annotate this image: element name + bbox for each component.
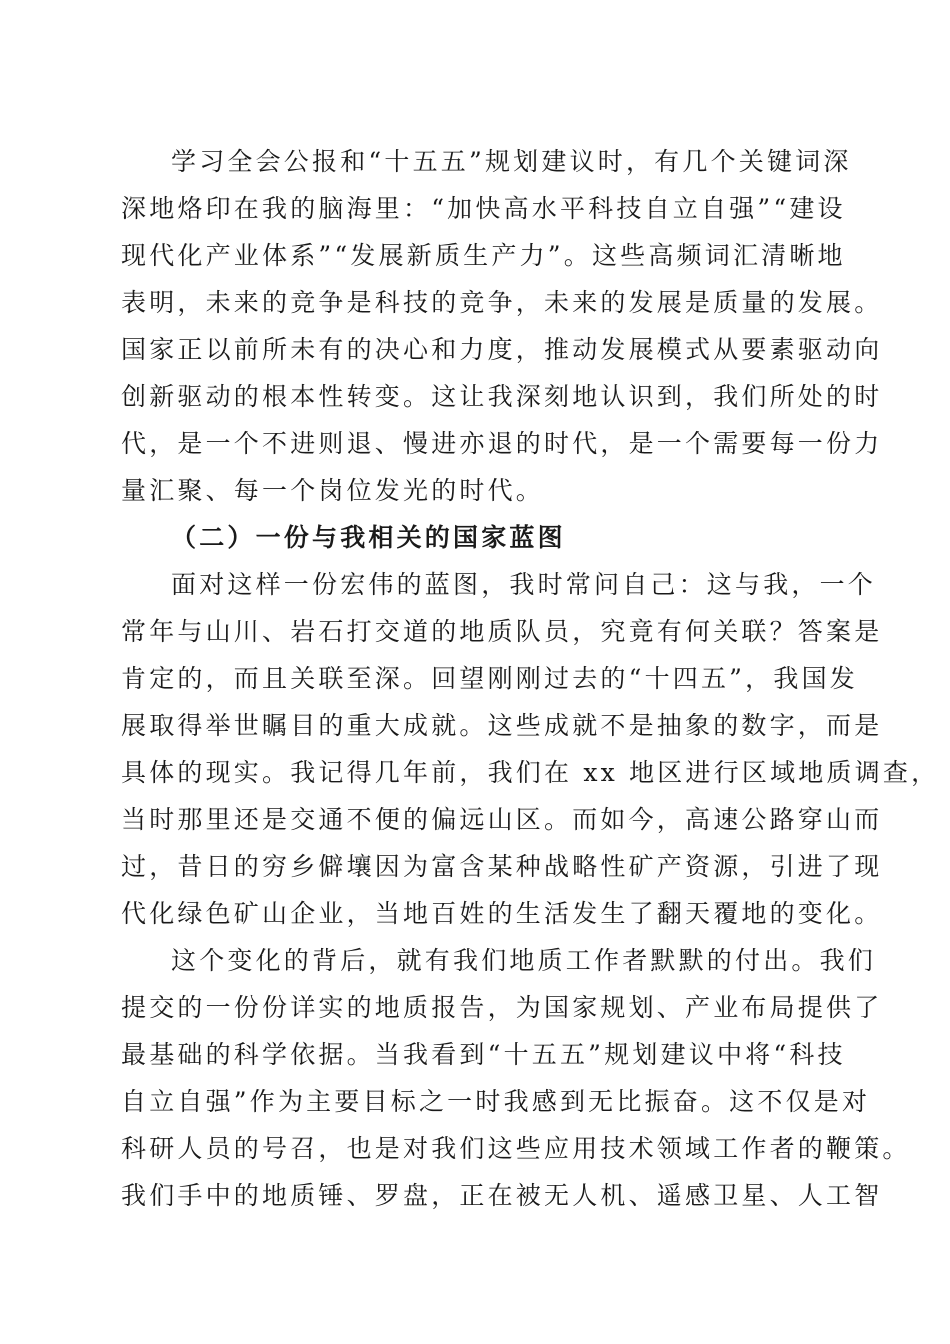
text-line: 科研人员的号召，也是对我们这些应用技术领域工作者的鞭策。 (121, 1134, 911, 1163)
text-line: 现代化产业体系”“发展新质生产力”。这些高频词汇清晰地 (121, 241, 846, 270)
paragraph-key-words (121, 138, 883, 514)
paragraph-blueprint (121, 561, 940, 937)
text-line: 常年与山川、岩石打交道的地质队员，究竟有何关联？答案是 (121, 617, 883, 646)
text-line: 具体的现实。我记得几年前，我们在 xx 地区进行区域地质调查， (121, 758, 940, 787)
text-line: 深地烙印在我的脑海里：“加快高水平科技自立自强”“建设 (121, 194, 846, 223)
text-line: 当时那里还是交通不便的偏远山区。而如今，高速公路穿山而 (121, 805, 883, 834)
text-line: 代化绿色矿山企业，当地百姓的生活发生了翻天覆地的变化。 (121, 899, 883, 928)
text-line: 国家正以前所未有的决心和力度，推动发展模式从要素驱动向 (121, 335, 883, 364)
text-line: 学习全会公报和“十五五”规划建议时，有几个关键词深 (171, 147, 852, 176)
text-line: 表明，未来的竞争是科技的竞争，未来的发展是质量的发展。 (121, 288, 883, 317)
text-line: 肯定的，而且关联至深。回望刚刚过去的“十四五”，我国发 (121, 664, 858, 693)
document-body (121, 138, 940, 1219)
text-line: 代，是一个不进则退、慢进亦退的时代，是一个需要每一份力 (121, 429, 883, 458)
text-line: 我们手中的地质锤、罗盘，正在被无人机、遥感卫星、人工智 (121, 1181, 883, 1210)
text-line: 展取得举世瞩目的重大成就。这些成就不是抽象的数字，而是 (121, 711, 883, 740)
text-line: 提交的一份份详实的地质报告，为国家规划、产业布局提供了 (121, 993, 883, 1022)
text-line: 过，昔日的穷乡僻壤因为富含某种战略性矿产资源，引进了现 (121, 852, 883, 881)
section-heading: （二）一份与我相关的国家蓝图 (171, 523, 566, 552)
text-line: 创新驱动的根本性转变。这让我深刻地认识到，我们所处的时 (121, 382, 883, 411)
text-line: 面对这样一份宏伟的蓝图，我时常问自己：这与我，一个 (171, 570, 877, 599)
paragraph-geologists (121, 937, 911, 1219)
text-line: 自立自强”作为主要目标之一时我感到无比振奋。这不仅是对 (121, 1087, 871, 1116)
text-line: 最基础的科学依据。当我看到“十五五”规划建议中将“科技 (121, 1040, 846, 1069)
text-line: 这个变化的背后，就有我们地质工作者默默的付出。我们 (171, 946, 877, 975)
text-line: 量汇聚、每一个岗位发光的时代。 (121, 476, 545, 505)
